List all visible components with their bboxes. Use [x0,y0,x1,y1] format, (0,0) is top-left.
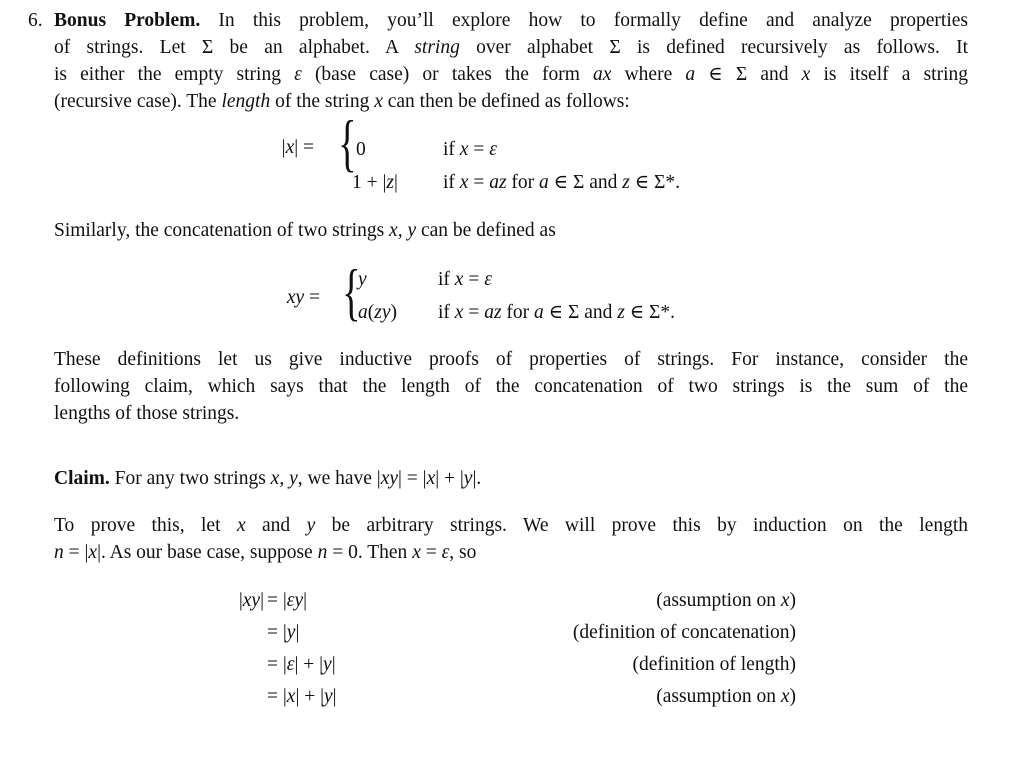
proof-paragraph [54,512,968,566]
math-text: z [622,172,630,193]
math-text: ε [484,269,492,290]
justification-2 [496,619,796,646]
math-text: x [780,686,790,707]
text-line [267,683,337,710]
math-text: x [780,590,790,611]
math-text: x [412,542,421,563]
text-run: = [468,139,490,160]
text-run: In this problem, you’ll explore how to formally define and analyze properties [200,10,968,31]
emphasized-text: string [414,37,460,58]
text-run: | + | [294,654,324,675]
text-run: ) [789,590,796,611]
text-run: To prove this, let [54,515,237,536]
text-run: = | [267,590,287,611]
text-run: (recursive case). The [54,91,222,112]
text-run: and [245,515,307,536]
text-line [356,136,366,163]
text-run: ∈ Σ and [543,302,618,323]
text-run: be arbitrary strings. We will prove this by induction on the length [315,515,968,536]
math-text: x, y [270,468,298,489]
justification-1 [496,587,796,614]
text-line [358,299,397,326]
text-line [358,266,367,293]
text-run: ) [390,302,397,323]
math-text: x [88,542,98,563]
derivation-lhs [200,587,264,614]
math-text: y [463,468,473,489]
text-run: if [443,172,460,193]
derivation-step-2 [267,619,299,646]
left-brace: { [342,256,361,327]
math-text: a [534,302,544,323]
text-run: ∈ Σ and [548,172,623,193]
math-text: n [54,542,64,563]
text-run: = | [267,686,287,707]
math-text: xy [380,468,398,489]
text-line [267,651,336,678]
text-run: | [394,172,398,193]
text-run: = | [63,542,89,563]
concatenation-intro [54,217,968,244]
case-2-value [352,169,398,196]
text-run: if [438,269,455,290]
text-run: | + | [435,468,464,489]
case-2-value [358,299,397,326]
text-run: | = [294,137,314,158]
text-run: if [443,139,460,160]
derivation-step-3 [267,651,336,678]
claim-statement [54,465,968,492]
text-run: For any two strings [109,468,271,489]
text-run: is either the empty string [54,64,295,85]
text-line [54,512,968,539]
text-line [54,539,968,566]
text-run: = [420,542,442,563]
math-text: z [617,302,625,323]
text-line [230,134,314,161]
text-run: |. [472,468,482,489]
math-text: xy [242,590,261,611]
text-run: lengths of those strings. [54,403,240,424]
text-run: , we have | [297,468,381,489]
math-text: x [459,172,469,193]
text-line [267,587,307,614]
text-run: can be defined as [416,220,556,241]
math-text: y [286,622,296,643]
text-line [54,217,968,244]
math-text: zy [374,302,391,323]
text-line [54,88,968,115]
derivation-step-4 [267,683,337,710]
case-1-value [356,136,366,163]
text-run: = [463,302,485,323]
math-text: y [323,654,332,675]
math-text: x [286,686,296,707]
case-1-condition [443,136,497,163]
eq-lhs [240,284,320,311]
math-text: x [236,515,246,536]
text-run: | [331,654,336,675]
text-run: = [463,269,485,290]
case-1-value [358,266,367,293]
bold-text: Bonus Problem. [54,10,201,31]
math-text: xy [286,287,305,308]
justification-4 [496,683,796,710]
text-run: | [303,590,308,611]
text-run: for [506,172,540,193]
case-2-condition [443,169,680,196]
text-run: of the string [270,91,375,112]
math-text: x [454,302,464,323]
problem-intro-paragraph [28,7,969,115]
text-line [28,7,968,34]
text-run: 1 + | [352,172,387,193]
text-run: where [611,64,686,85]
math-text: x [426,468,436,489]
math-text: x [454,269,464,290]
text-run: | = | [398,468,427,489]
text-run: ∈ Σ*. [629,172,681,193]
text-line [496,683,796,710]
text-run: (base case) or takes the form [301,64,594,85]
text-line [352,169,398,196]
case-1-condition [438,266,492,293]
text-run: ∈ Σ and [695,64,802,85]
text-line [54,373,968,400]
text-line [496,587,796,614]
math-text: a [539,172,549,193]
text-run: (definition of concatenation) [572,622,796,643]
case-2-condition [438,299,675,326]
text-run: ∈ Σ*. [624,302,676,323]
left-brace: { [338,107,357,178]
text-run: can then be defined as follows: [382,91,630,112]
math-text: a [685,64,696,85]
math-text: x [285,137,295,158]
bold-text: Claim. [54,468,110,489]
text-line [54,400,968,427]
text-run: | [260,590,264,611]
text-run: if [438,302,455,323]
text-line [438,266,492,293]
text-run: is itself a string [810,64,968,85]
math-text: ε [489,139,497,160]
math-text: x [801,64,811,85]
text-line [443,136,497,163]
math-text: y [358,269,367,290]
math-text: az [484,302,502,323]
text-line [54,346,968,373]
text-line [54,465,968,492]
text-run: = 0. Then [327,542,413,563]
text-run: 6. [28,10,43,31]
text-run: following claim, which says that the length of the concatenation of two strings is the sum of the [54,376,968,397]
math-text: x [459,139,469,160]
math-text: ax [593,64,612,85]
emphasized-text: length [221,91,271,112]
text-run: = [304,287,320,308]
text-run: 0 [356,139,366,160]
inductive-proofs-paragraph [54,346,968,427]
math-text: ε [294,64,302,85]
text-run: = | [267,654,287,675]
text-run: = | [267,622,287,643]
math-text: z [386,172,394,193]
text-line [496,651,796,678]
math-text: ε [441,542,450,563]
text-run: of strings. Let Σ be an alphabet. A [54,37,415,58]
math-text: a [358,302,368,323]
text-run: , so [449,542,477,563]
text-line [438,299,675,326]
text-line [443,169,680,196]
text-run: Similarly, the concatenation of two strings [54,220,390,241]
eq-lhs [230,134,314,161]
text-run: | [281,137,286,158]
math-text: εy [286,590,304,611]
text-line [54,34,968,61]
math-text: x, y [389,220,417,241]
text-run: | [238,590,243,611]
text-run: (assumption on [656,590,781,611]
math-text: ε [286,654,295,675]
justification-3 [496,651,796,678]
text-line [200,587,264,614]
text-run: (assumption on [656,686,781,707]
math-text: x [374,91,383,112]
text-run: over alphabet Σ is defined recursively as follows. It [459,37,969,58]
derivation-step-1 [267,587,307,614]
text-run: ( [367,302,375,323]
math-text: az [489,172,507,193]
math-text: y [324,686,333,707]
text-line [54,61,968,88]
text-run: for [501,302,535,323]
text-run: | + | [295,686,324,707]
text-run: (definition of length) [632,654,796,675]
text-run: |. As our base case, suppose [97,542,318,563]
text-run: = [468,172,490,193]
math-text: n [317,542,328,563]
text-run: | [332,686,337,707]
text-run: These definitions let us give inductive proofs of properties of strings. For instance, consider the [54,349,968,370]
math-text: y [306,515,316,536]
text-line [267,619,299,646]
text-run: | [295,622,300,643]
text-line [240,284,320,311]
text-run: ) [789,686,796,707]
text-line [496,619,796,646]
